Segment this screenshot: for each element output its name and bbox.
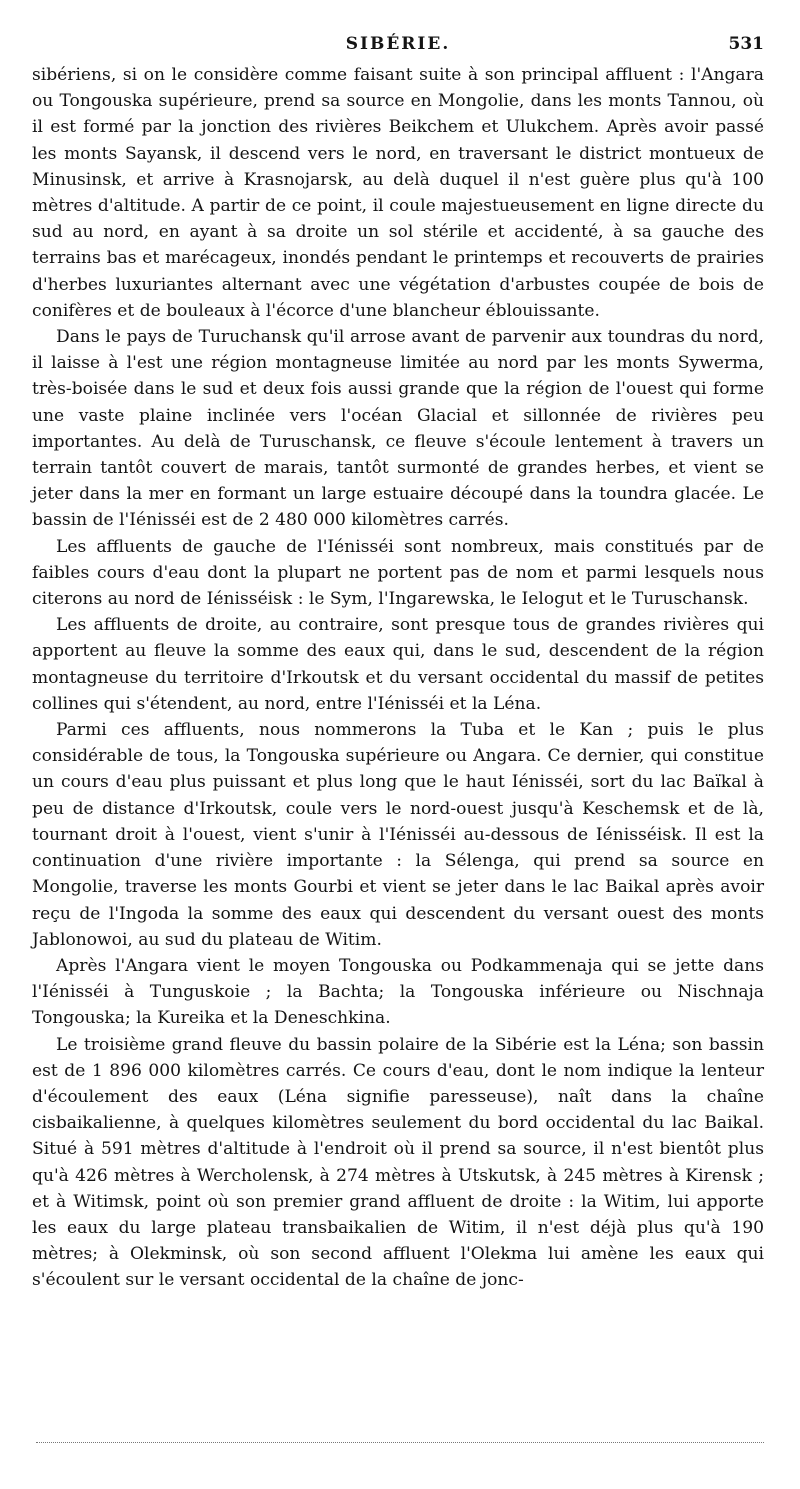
paragraph-6: Après l'Angara vient le moyen Tongouska ou Podkammenaja qui se jette dans l'Iénisséi à Tunguskoie ; la Bachta; la Tongouska inférieure ou Nischnaja Tongouska; la Kureika et la Deneschkina. bbox=[32, 955, 764, 1029]
footer-dotted-rule bbox=[36, 1442, 764, 1443]
paragraph-4: Les affluents de droite, au contraire, sont presque tous de grandes rivières qui apportent au fleuve la somme des eaux qui, dans le sud, descendent de la région montagneuse du territoire d'Irkoutsk et du versant occidental du massif de petites collines qui s'étendent, au nord, entre l'Iénisséi et la Léna. bbox=[32, 615, 764, 714]
paragraph-7: Le troisième grand fleuve du bassin polaire de la Sibérie est la Léna; son bassin est de 1 896 000 kilomètres carrés. Ce cours d'eau, dont le nom indique la lenteur d'écoulement des eaux (Léna signifie paresseuse), naît dans la chaîne cisbaikalienne, à quelques kilomètres seulement du bord occidental du lac Baikal. Situé à 591 mètres d'altitude à l'endroit où il prend sa source, il n'est bientôt plus qu'à 426 mètres à Wercholensk, à 274 mètres à Utskutsk, à 245 mètres à Kirensk ; et à Witimsk, point où son premier grand affluent de droite : la Witim, lui apporte les eaux du large plateau transbaikalien de Witim, il n'est déjà plus qu'à 190 mètres; à Olekminsk, où son second affluent l'Olekma lui amène les eaux qui s'écoulent sur le versant occidental de la chaîne de jonc- bbox=[32, 1034, 764, 1291]
paragraph-2: Dans le pays de Turuchansk qu'il arrose avant de parvenir aux toundras du nord, il laisse à l'est une région montagneuse limitée au nord par les monts Sywerma, très-boisée dans le sud et deux fois aussi grande que la région de l'ouest qui forme une vaste plaine inclinée vers l'océan Glacial et sillonnée de rivières peu importantes. Au delà de Turuschansk, ce fleuve s'écoule lentement à travers un terrain tantôt couvert de marais, tantôt surmonté de grandes herbes, et vient se jeter dans la mer en formant un large estuaire découpé dans la toundra glacée. Le bassin de l'Iénisséi est de 2 480 000 kilomètres carrés. bbox=[32, 327, 764, 531]
paragraph-1: sibériens, si on le considère comme faisant suite à son principal affluent : l'Angara ou Tongouska supérieure, prend sa source en Mongolie, dans les monts Tannou, où il est formé par la jonction des rivières Beikchem et Ulukchem. Après avoir passé les monts Sayansk, il descend vers le nord, en traversant le district montueux de Minusinsk, et arrive à Krasnojarsk, au delà duquel il n'est guère plus qu'à 100 mètres d'altitude. A partir de ce point, il coule majestueusement en ligne directe du sud au nord, en ayant à sa droite un sol stérile et accidenté, à sa gauche des terrains bas et marécageux, inondés pendant le printemps et recouverts de prairies d'herbes luxuriantes alternant avec une végétation d'arbustes coupée de bois de conifères et de bouleaux à l'écorce d'une blancheur éblouissante. bbox=[32, 65, 764, 321]
paragraph-3: Les affluents de gauche de l'Iénisséi sont nombreux, mais constitués par de faibles cours d'eau dont la plupart ne portent pas de nom et parmi lesquels nous citerons au nord de Iénisséisk : le Sym, l'Ingarewska, le Ielogut et le Turuschansk. bbox=[32, 536, 764, 610]
body-text bbox=[32, 62, 764, 1294]
page-number: 531 bbox=[728, 34, 764, 54]
page-header bbox=[32, 28, 764, 62]
paragraph-5: Parmi ces affluents, nous nommerons la Tuba et le Kan ; puis le plus considérable de tous, la Tongouska supérieure ou Angara. Ce dernier, qui constitue un cours d'eau plus puissant et plus long que le haut Iénisséi, sort du lac Baïkal à peu de distance d'Irkoutsk, coule vers le nord-ouest jusqu'à Keschemsk et de là, tournant droit à l'ouest, vient s'unir à l'Iénisséi au-dessous de Iénisséisk. Il est la continuation d'une rivière importante : la Sélenga, qui prend sa source en Mongolie, traverse les monts Gourbi et vient se jeter dans le lac Baikal après avoir reçu de l'Ingoda la somme des eaux qui descendent du versant ouest des monts Jablonowoi, au sud du plateau de Witim. bbox=[32, 720, 764, 950]
running-title: SIBÉRIE. bbox=[345, 34, 451, 54]
